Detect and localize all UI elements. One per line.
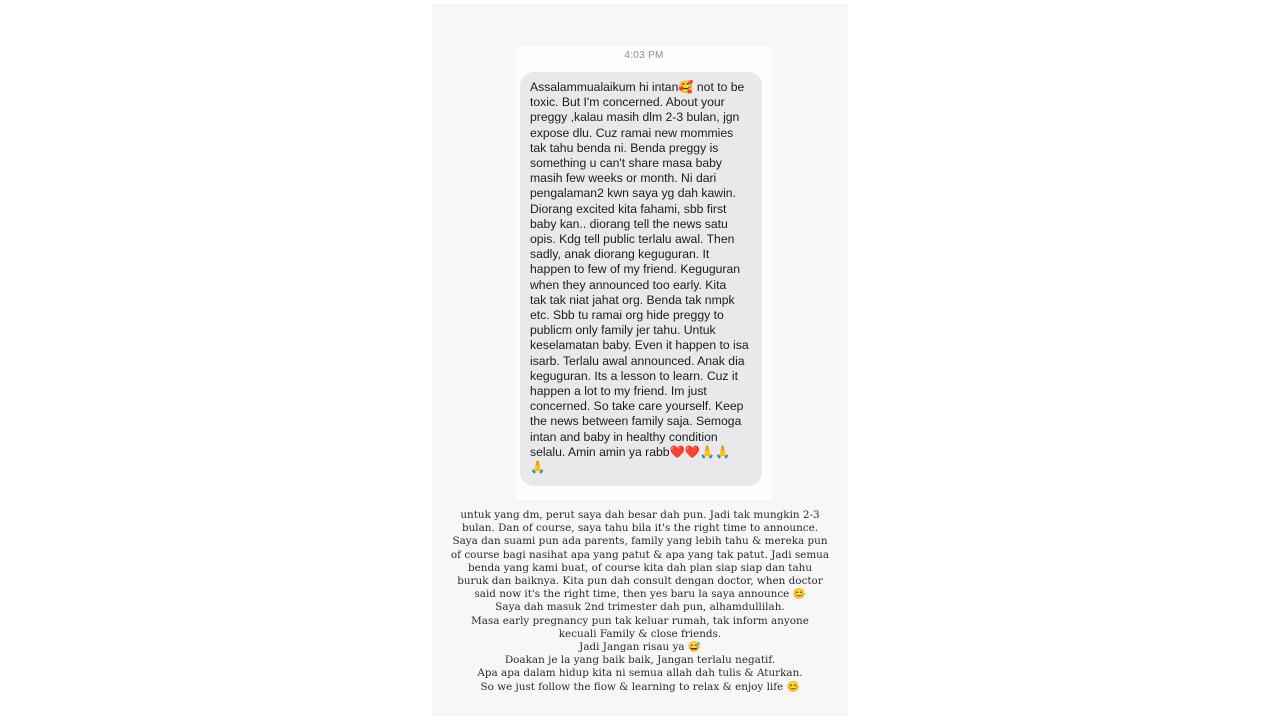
message-screenshot [516,46,772,500]
story-caption-text: untuk yang dm, perut saya dah besar dah pun. Jadi tak mungkin 2-3 bulan. Dan of course, saya tahu bila it's the right time to announce. Saya dan suami pun ada parents, family yang lebih tahu & mereka pun of course bagi nasihat apa yang patut & apa yang tak patut. Jadi semua benda yang kami buat, of course kita dah plan siap siap dan tahu buruk dan baiknya. Kita pun dah consult dengan doctor, when doctor said now it's the right time, then yes baru la saya announce 😊 Saya dah masuk 2nd trimester dah pun, alhamdullilah. Masa early pregnancy pun tak keluar rumah, tak inform anyone kecuali Family & close friends. Jadi Jangan risau ya 😅 Doakan je la yang baik baik, Jangan terlalu negatif. Apa apa dalam hidup kita ni semua allah dah tulis & Aturkan. So we just follow the flow & learning to relax & enjoy life 😊 [450,509,830,693]
story-frame [432,4,848,716]
message-timestamp: 4:03 PM [624,50,664,61]
received-message-bubble: Assalammualaikum hi intan🥰 not to be toxic. But I'm concerned. About your preggy ,kalau masih dlm 2-3 bulan, jgn expose dlu. Cuz ramai new mommies tak tahu benda ni. Benda preggy is something u can't share masa baby masih few weeks or month. Ni dari pengalaman2 kwn saya yg dah kawin. Diorang excited kita fahami, sbb first baby kan.. diorang tell the news satu opis. Kdg tell public terlalu awal. Then sadly, anak diorang keguguran. It happen to few of my friend. Keguguran when they announced too early. Kita tak tak niat jahat org. Benda tak nmpk etc. Sbb tu ramai org hide preggy to publicm only family jer tahu. Untuk keselamatan baby. Even it happen to isa isarb. Terlalu awal announced. Anak dia keguguran. Its a lesson to learn. Cuz it happen a lot to my friend. Im just concerned. So take care yourself. Keep the news between family saja. Semoga intan and baby in healthy condition selalu. Amin amin ya rabb❤️❤️🙏🙏 🙏 [520,72,762,486]
